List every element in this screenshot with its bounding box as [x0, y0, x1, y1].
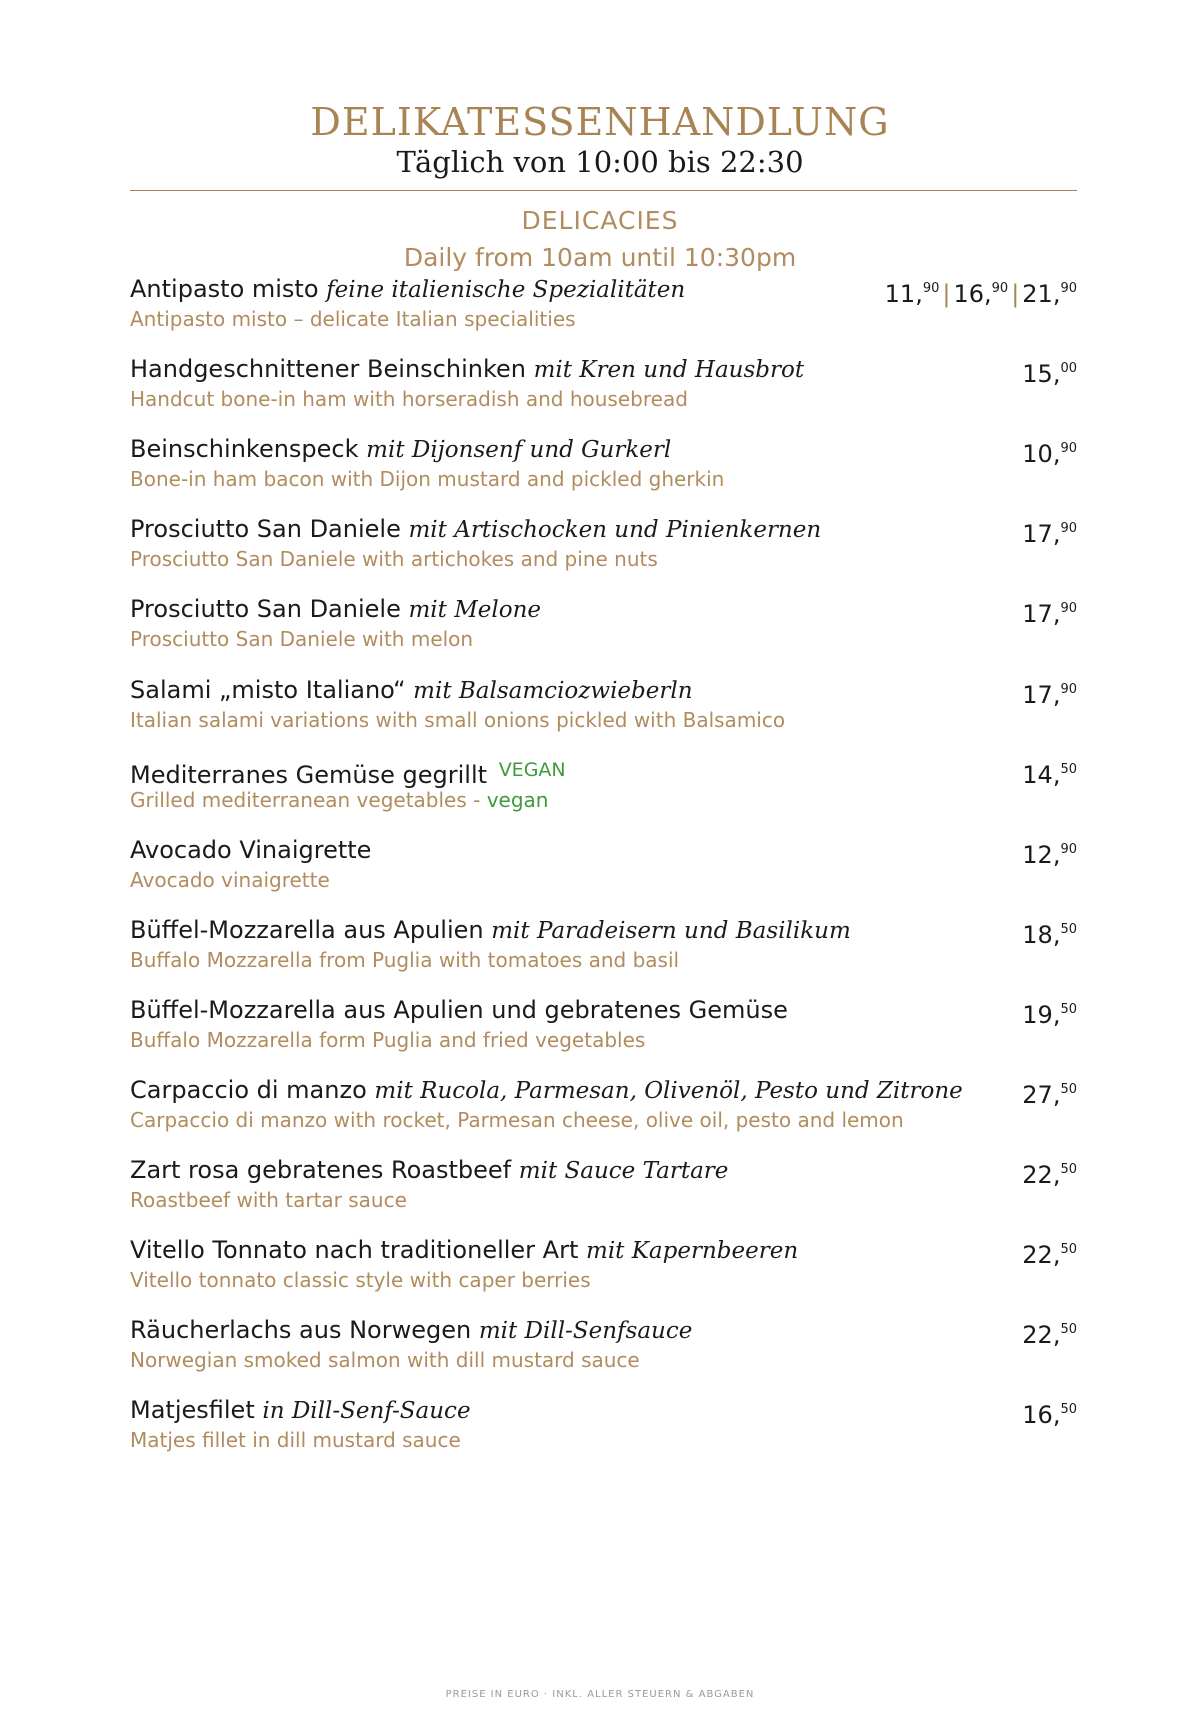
vegan-tag: VEGAN — [498, 759, 566, 781]
menu-item — [130, 272, 1077, 352]
item-name: Prosciutto San Daniele — [130, 515, 401, 543]
item-english: Vitello tonnato classic style with caper berries — [130, 1268, 591, 1292]
english-subtitle: Daily from 10am until 10:30pm — [403, 243, 797, 272]
item-description: mit Rucola, Parmesan, Olivenöl, Pesto und Zitrone — [374, 1078, 963, 1104]
item-english: Roastbeef with tartar sauce — [130, 1188, 407, 1212]
item-price: 22,50 — [1022, 1241, 1077, 1269]
menu-item — [130, 913, 1077, 993]
item-name: Beinschinkenspeck — [130, 435, 359, 463]
item-description: mit Melone — [408, 597, 541, 623]
item-description: mit Kapernbeeren — [586, 1238, 799, 1264]
item-english: Prosciutto San Daniele with melon — [130, 627, 474, 651]
item-english: Antipasto misto – delicate Italian specialities — [130, 307, 576, 331]
footer-note: PREISE IN EURO · INKL. ALLER STEUERN & ABGABEN — [445, 1689, 755, 1700]
item-name: Prosciutto San Daniele — [130, 595, 401, 623]
item-english: Carpaccio di manzo with rocket, Parmesan cheese, olive oil, pesto and lemon — [130, 1108, 904, 1132]
item-description: in Dill-Senf-Sauce — [262, 1398, 471, 1424]
item-name: Antipasto misto — [130, 275, 319, 303]
item-description: mit Paradeisern und Basilikum — [491, 918, 851, 944]
item-price: 12,90 — [1022, 841, 1077, 869]
menu-item — [130, 1313, 1077, 1393]
item-price: 17,90 — [1022, 520, 1077, 548]
item-name: Büffel-Mozzarella aus Apulien — [130, 916, 484, 944]
item-description: mit Dijonsenf und Gurkerl — [366, 437, 672, 463]
item-price: 22,50 — [1022, 1321, 1077, 1349]
menu-item — [130, 833, 1077, 913]
menu-item — [130, 993, 1077, 1073]
item-english: Grilled mediterranean vegetables - vegan — [130, 788, 549, 812]
item-name: Matjesfilet — [130, 1396, 255, 1424]
menu-item — [130, 432, 1077, 512]
item-description: feine italienische Spezialitäten — [326, 277, 686, 303]
menu-item — [130, 1393, 1077, 1473]
item-english: Prosciutto San Daniele with artichokes and pine nuts — [130, 547, 658, 571]
page-subtitle: Täglich von 10:00 bis 22:30 — [396, 145, 804, 179]
item-english: Buffalo Mozzarella from Puglia with tomatoes and basil — [130, 948, 680, 972]
item-english: Bone-in ham bacon with Dijon mustard and pickled gherkin — [130, 467, 725, 491]
item-description: mit Balsamciozwieberln — [413, 678, 693, 704]
item-price: 18,50 — [1022, 921, 1077, 949]
item-description: mit Dill-Senfsauce — [478, 1318, 693, 1344]
menu-item — [130, 1073, 1077, 1153]
item-price: 11,90 | 16,90 | 21,90 — [884, 280, 1077, 308]
menu-item — [130, 592, 1077, 672]
item-english: Buffalo Mozzarella form Puglia and fried vegetables — [130, 1028, 646, 1052]
item-price: 17,90 — [1022, 600, 1077, 628]
item-english: Avocado vinaigrette — [130, 868, 330, 892]
item-price: 19,50 — [1022, 1001, 1077, 1029]
item-price: 17,90 — [1022, 681, 1077, 709]
item-name: Mediterranes Gemüse gegrillt — [130, 761, 488, 789]
item-description: mit Artischocken und Pinienkernen — [408, 517, 822, 543]
item-name: Avocado Vinaigrette — [130, 836, 372, 864]
menu-item — [130, 673, 1077, 753]
item-english: Handcut bone-in ham with horseradish and housebread — [130, 387, 688, 411]
menu-item — [130, 1233, 1077, 1313]
menu-item — [130, 352, 1077, 432]
menu-item — [130, 753, 1077, 833]
item-name: Handgeschnittener Beinschinken — [130, 355, 526, 383]
item-price: 22,50 — [1022, 1161, 1077, 1189]
item-english: Matjes fillet in dill mustard sauce — [130, 1428, 461, 1452]
item-name: Zart rosa gebratenes Roastbeef — [130, 1156, 512, 1184]
item-price: 14,50 — [1022, 761, 1077, 789]
item-english: Italian salami variations with small onions pickled with Balsamico — [130, 708, 786, 732]
item-price: 16,50 — [1022, 1401, 1077, 1429]
item-english: Norwegian smoked salmon with dill mustard sauce — [130, 1348, 640, 1372]
item-name: Vitello Tonnato nach traditioneller Art — [130, 1236, 579, 1264]
item-price: 27,50 — [1022, 1081, 1077, 1109]
divider — [130, 190, 1077, 191]
english-title: DELICACIES — [521, 206, 679, 235]
page-title: DELIKATESSENHANDLUNG — [310, 100, 890, 144]
item-name: Salami „misto Italiano“ — [130, 676, 406, 704]
item-description: mit Sauce Tartare — [518, 1158, 729, 1184]
item-name: Carpaccio di manzo — [130, 1076, 367, 1104]
item-price: 10,90 — [1022, 440, 1077, 468]
price-separator: | — [1011, 280, 1020, 308]
item-price: 15,00 — [1022, 360, 1077, 388]
menu-item — [130, 1153, 1077, 1233]
item-name: Büffel-Mozzarella aus Apulien und gebratenes Gemüse — [130, 996, 788, 1024]
menu-item — [130, 512, 1077, 592]
item-name: Räucherlachs aus Norwegen — [130, 1316, 472, 1344]
price-separator: | — [942, 280, 951, 308]
item-description: mit Kren und Hausbrot — [533, 357, 805, 383]
